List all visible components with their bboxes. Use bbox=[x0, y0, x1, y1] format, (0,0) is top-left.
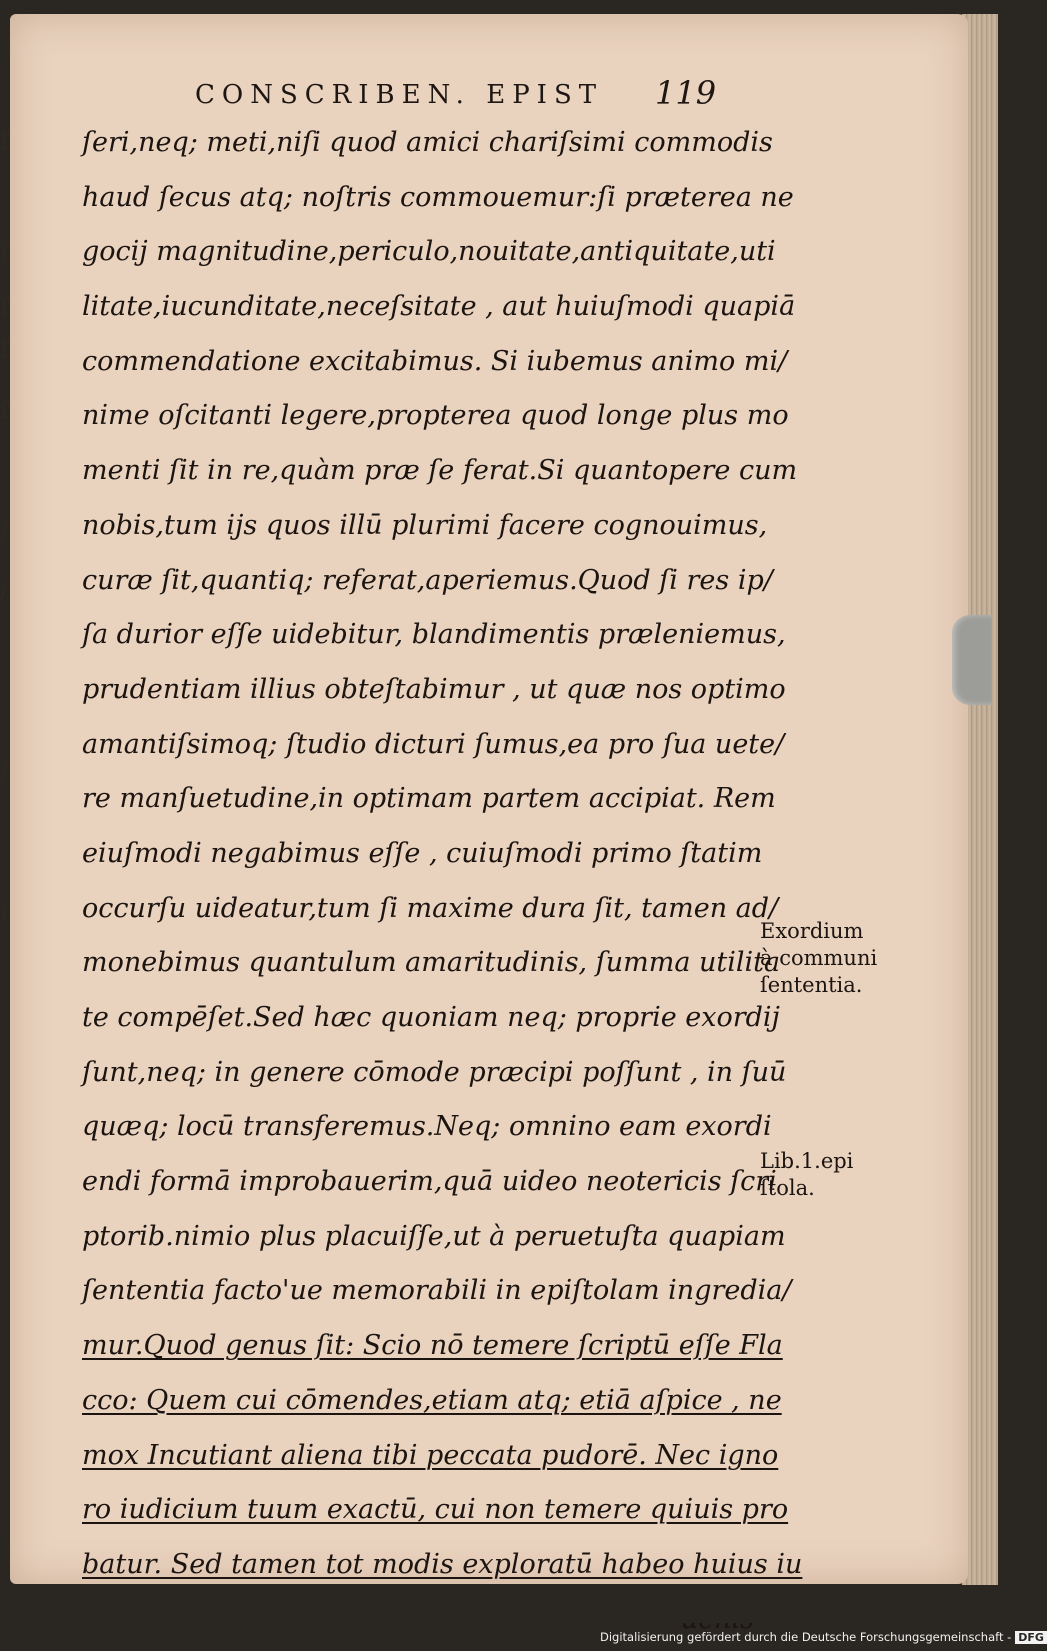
text-line: nime oſcitanti legere,propterea quod longe plus mo bbox=[82, 400, 789, 432]
margin-note-line: à communi bbox=[760, 946, 878, 970]
scan-bottom-border bbox=[0, 1585, 1000, 1623]
text-line: ſunt,neq; in genere cōmode præcipi poſſunt , in ſuū bbox=[82, 1056, 787, 1088]
text-line: eiuſmodi negabimus eſſe , cuiuſmodi primo ſtatim bbox=[82, 837, 763, 869]
text-line: ſa durior eſſe uidebitur, blandimentis præleniemus, bbox=[82, 619, 786, 651]
text-line: litate,iucunditate,neceſsitate , aut huiuſmodi quapiā bbox=[82, 291, 796, 323]
margin-note-line: Exordium bbox=[760, 919, 864, 943]
text-line: haud ſecus atq; noſtris commouemur:ſi præterea ne bbox=[82, 181, 794, 213]
text-line: curæ ſit,quantiq; referat,aperiemus.Quod ſi res ip/ bbox=[82, 564, 773, 596]
margin-note-line: ſententia. bbox=[760, 973, 863, 997]
metal-clasp bbox=[952, 615, 992, 705]
page-number: 119 bbox=[655, 74, 717, 112]
text-line: quæq; locū transferemus.Neq; omnino eam exordi bbox=[82, 1111, 772, 1143]
text-line: te compēſet.Sed hæc quoniam neq; proprie exordij bbox=[82, 1002, 780, 1033]
text-line-underlined: cco: Quem cui cōmendes,etiam atq; etiā aſpice , ne bbox=[82, 1384, 782, 1416]
text-line: gocij magnitudine,periculo,nouitate,antiquitate,uti bbox=[82, 236, 776, 268]
digitization-credit bbox=[600, 1630, 1044, 1650]
text-line: prudentiam illius obteſtabimur , ut quæ nos optimo bbox=[82, 673, 786, 705]
bleed-through-mark: / bbox=[0, 520, 8, 545]
bleed-through-mark: ſ bbox=[0, 130, 9, 155]
text-line: ſeri,neq; meti,niſi quod amici chariſsimi commodis bbox=[82, 127, 773, 158]
body-text bbox=[82, 116, 803, 1647]
text-line: ſententia facto'ue memorabili in epiſtolam ingredia/ bbox=[82, 1275, 792, 1307]
bleed-through-mark: ſ bbox=[0, 244, 9, 269]
margin-note-exordium bbox=[760, 918, 877, 999]
text-line: endi formā improbauerim,quā uideo neotericis ſcri bbox=[82, 1166, 777, 1198]
running-head: CONSCRIBEN. EPIST bbox=[195, 80, 604, 110]
bleed-through-mark: ſ bbox=[0, 296, 9, 321]
text-line: occurſu uideatur,tum ſi maxime dura ſit, tamen ad/ bbox=[82, 892, 779, 924]
credit-text: Digitalisierung gefördert durch die Deutsche Forschungsgemeinschaft - bbox=[600, 1630, 1012, 1644]
dfg-logo: DFG bbox=[1015, 1631, 1047, 1644]
text-line-underlined: mox Incutiant aliena tibi peccata pudorē. Nec igno bbox=[82, 1439, 779, 1471]
margin-note-line: Lib.1.epi bbox=[760, 1149, 854, 1173]
text-line-underlined: batur. Sed tamen tot modis exploratū habeo huius iu bbox=[82, 1548, 803, 1580]
text-line: nobis,tum ijs quos illū plurimi facere cognouimus, bbox=[82, 509, 768, 541]
bleed-through-mark: ſ bbox=[0, 398, 9, 423]
text-line: ptorib.nimio plus placuiſſe,ut à peruetuſta quapiam bbox=[82, 1220, 786, 1252]
text-line-underlined: ro iudicium tuum exactū, cui non temere quiuis pro bbox=[82, 1494, 789, 1526]
text-line-underlined: mur.Quod genus ſit: Scio nō temere ſcriptū eſſe Fla bbox=[82, 1330, 783, 1362]
text-line: monebimus quantulum amaritudinis, ſumma utilita bbox=[82, 947, 781, 979]
text-line: commendatione excitabimus. Si iubemus animo mi/ bbox=[82, 345, 788, 377]
text-line: re manſuetudine,in optimam partem accipiat. Rem bbox=[82, 783, 776, 815]
margin-note-reference bbox=[760, 1148, 853, 1202]
page-header bbox=[195, 74, 755, 116]
bleed-through-mark: / bbox=[0, 580, 8, 605]
bleed-through-mark: / bbox=[0, 760, 8, 785]
margin-note-line: ſtola. bbox=[760, 1176, 815, 1200]
bleed-through-mark: ſ bbox=[0, 338, 9, 363]
text-line: amantiſsimoq; ſtudio dicturi ſumus,ea pro ſua uete/ bbox=[82, 728, 785, 760]
bleed-through-mark: i bbox=[0, 900, 8, 925]
text-line: menti ſit in re,quàm præ ſe ferat.Si quantopere cum bbox=[82, 455, 798, 487]
